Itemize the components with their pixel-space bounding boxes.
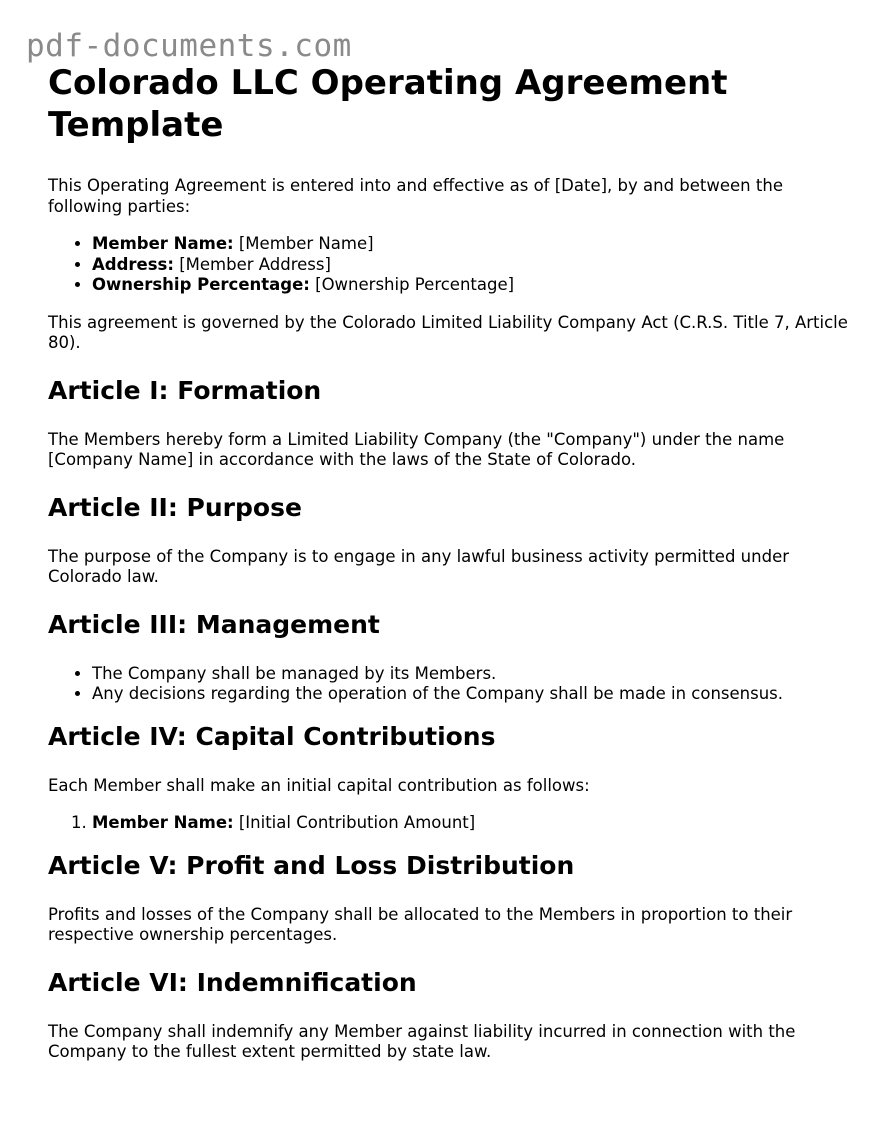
article-5-text: Profits and losses of the Company shall be allocated to the Members in proportion to their respective ownership percentages. (48, 904, 793, 944)
item-value: [Ownership Percentage] (309, 275, 515, 294)
governing-law-paragraph: This agreement is governed by the Colorado Limited Liability Company Act (C.R.S. Title 7, Article 80). (48, 312, 848, 352)
contribution-list (48, 813, 848, 834)
article-1-text: The Members hereby form a Limited Liability Company (the "Company") under the name [Company Name] in accordance with the laws of the State of Colorado. (48, 429, 785, 469)
item-label: Ownership Percentage: (92, 275, 310, 294)
management-list (48, 664, 848, 705)
list-item: • The Company shall be managed by its Members. (92, 664, 848, 685)
list-item (92, 813, 848, 834)
article-6-heading: Article VI: Indemnification (48, 967, 417, 997)
list-item (92, 234, 848, 255)
list-item (92, 275, 848, 296)
document-title: Colorado LLC Operating Agreement Template (48, 63, 728, 145)
article-5-heading: Article V: Profit and Loss Distribution (48, 850, 575, 880)
member-info-list (48, 234, 848, 296)
item-label: Member Name: (92, 234, 234, 253)
list-item: • Any decisions regarding the operation of the Company shall be made in consensus. (92, 684, 848, 705)
item-label: Member Name: (92, 813, 234, 832)
item-value: [Initial Contribution Amount] (233, 813, 476, 832)
item-value: [Member Address] (173, 254, 331, 274)
article-4-heading: Article IV: Capital Contributions (48, 721, 496, 751)
article-4-text: Each Member shall make an initial capital contribution as follows: (48, 775, 590, 795)
document-body (48, 62, 848, 1063)
article-6-text: The Company shall indemnify any Member against liability incurred in connection with the Company to the fullest extent permitted by state law. (48, 1021, 796, 1061)
article-2-heading: Article II: Purpose (48, 492, 302, 522)
list-item (92, 255, 848, 276)
item-label: Address: (92, 254, 174, 274)
article-2-text: The purpose of the Company is to engage in any lawful business activity permitted under Colorado law. (48, 546, 790, 586)
item-value: [Member Name] (233, 234, 374, 253)
article-3-heading: Article III: Management (48, 609, 380, 639)
article-1-heading: Article I: Formation (48, 375, 322, 405)
watermark: pdf-documents.com (26, 28, 352, 64)
intro-paragraph: This Operating Agreement is entered into and effective as of [Date], by and between the following parties: (48, 176, 783, 216)
